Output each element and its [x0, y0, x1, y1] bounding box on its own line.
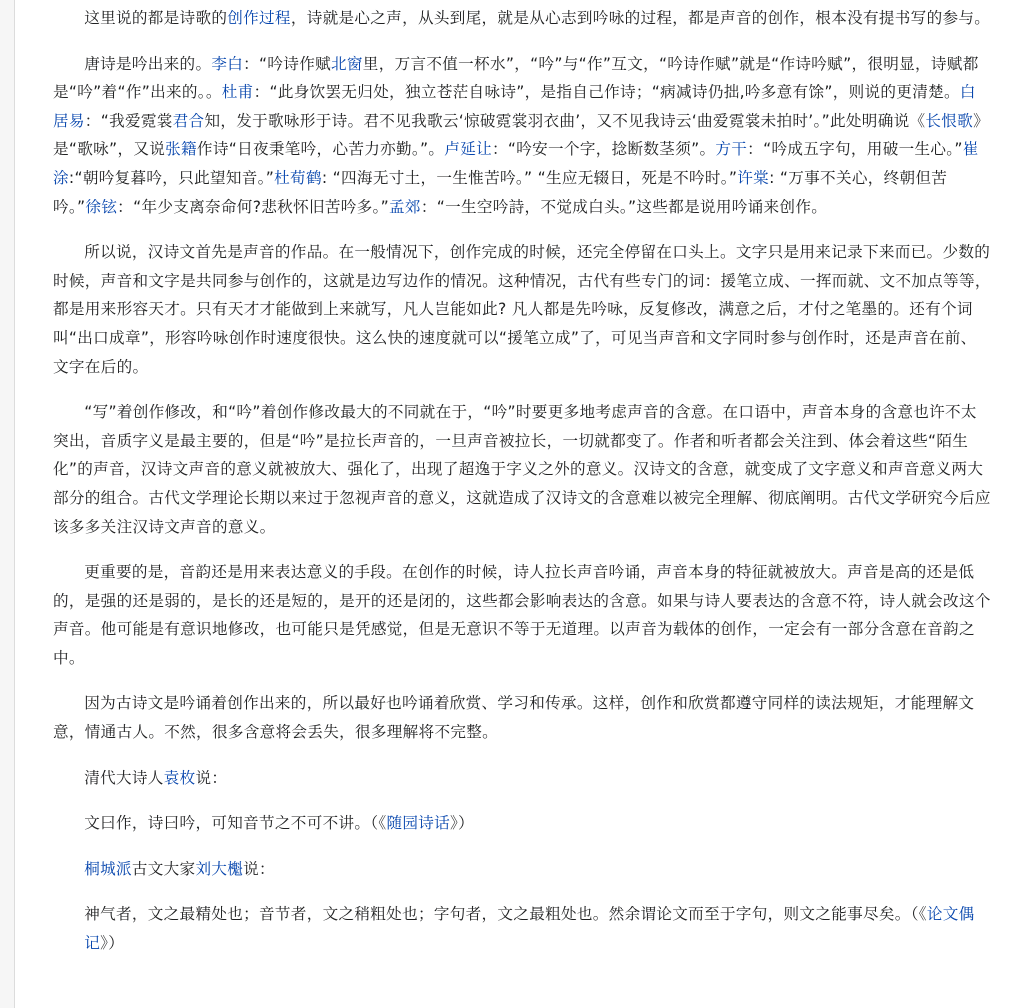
link-fanggan[interactable]: 方干	[715, 140, 748, 159]
text: 文曰作，诗曰吟，可知音节之不可不讲。（《	[84, 814, 387, 833]
link-xuxuan[interactable]: 徐铉	[85, 197, 118, 216]
paragraph-7	[53, 764, 991, 793]
paragraph-2	[53, 50, 991, 222]
quote-lunwen	[53, 900, 991, 957]
link-mengjiao[interactable]: 孟郊	[389, 197, 421, 216]
text: :“朝吟复暮吟，只此望知音。”	[68, 168, 275, 187]
paragraph-9	[53, 855, 991, 884]
link-suiyuan-shihua[interactable]: 随园诗话	[386, 814, 451, 833]
article-body	[53, 4, 991, 975]
text: ：“此身饮罢无归处，独立苍茫自咏诗”，是指自己作诗；“病减诗仍拙,吟多意有馀”，则说的更清楚。	[253, 83, 960, 102]
text: ：“吟安一个字，捻断数茎须”。	[491, 140, 716, 159]
text: 说：	[243, 859, 275, 878]
link-duxunhe[interactable]: 杜荀鹤	[274, 168, 322, 187]
link-dufu[interactable]: 杜甫	[221, 83, 254, 102]
paragraph-1	[53, 4, 991, 33]
text: 古文大家	[131, 859, 196, 878]
text: ，诗就是心之声，从头到尾，就是从心志到吟咏的过程，都是声音的创作，根本没有提书写的参与。	[290, 9, 991, 27]
text: 》）	[100, 934, 125, 953]
paragraph-3: 所以说，汉诗文首先是声音的作品。在一般情况下，创作完成的时候，还完全停留在口头上。文字只是用来记录下来而已。少数的时候，声音和文字是共同参与创作的，这就是边写边作的情况。这种情况，古代有些专门的词：援笔立成、一挥而就、文不加点等等，都是用来形容天才。只有天才才能做到上来就写，凡人岂能如此? 凡人都是先吟咏，反复修改，满意之后，才付之笔墨的。还有个词叫“出口成章”，形容吟咏创作时速度很快。这么快的速度就可以“援笔立成”了，可见当声音和文字同时参与创作时，还是声音在前、文字在后的。	[53, 243, 991, 376]
link-beichuang[interactable]: 北窗	[331, 54, 363, 73]
link-xutang[interactable]: 许棠	[737, 168, 770, 187]
link-luyanrang[interactable]: 卢延让	[444, 140, 492, 159]
link-zhangji[interactable]: 张籍	[165, 140, 197, 159]
text: ：“年少支离奈命何?悲秋怀旧苦吟多。”	[117, 197, 390, 216]
link-liudakui[interactable]: 刘大櫆	[195, 859, 244, 878]
article-page	[14, 0, 1024, 1008]
paragraph-6: 因为古诗文是吟诵着创作出来的，所以最好也吟诵着欣赏、学习和传承。这样，创作和欣赏都遵守同样的读法规矩，才能理解文意，情通古人。不然，很多含意将会丢失，很多理解将不完整。	[53, 694, 975, 742]
text: 》是“歌咏”，又说	[53, 111, 989, 159]
link-changhenge[interactable]: 长恨歌	[925, 111, 974, 130]
quote-suiyuan	[53, 809, 991, 838]
text: 这里说的都是诗歌的	[84, 9, 228, 27]
link-tongchengpai[interactable]: 桐城派	[84, 859, 132, 878]
text: 唐诗是吟出来的。	[84, 54, 212, 73]
text: 》）	[450, 814, 475, 833]
text: 作诗“日夜秉笔吟，心苦力亦勤。”。	[196, 140, 445, 159]
text: ：“一生空吟詩，不觉成白头。”这些都是说用吟诵来创作。	[420, 197, 828, 216]
text: 神气者，文之最精处也；音节者，文之稍粗处也；字句者，文之最粗处也。然余谓论文而至于字句，则文之能事尽矣。（《	[84, 905, 927, 924]
text: ：“吟成五字句，用破一生心。”	[747, 140, 963, 159]
text: 知，发于歌咏形于诗。君不见我歌云‘惊破霓裳羽衣曲’，又不见我诗云‘曲爱霓裳未拍时’。”此处明确说《	[204, 111, 926, 130]
link-yuanmei[interactable]: 袁枚	[163, 768, 196, 787]
text: : “万事不关心，终朝但苦吟。”	[53, 168, 948, 216]
text: 说：	[195, 768, 228, 787]
text: : “四海无寸土，一生惟苦吟。” “生应无辍日，死是不吟时。”	[321, 168, 738, 187]
paragraph-5: 更重要的是，音韵还是用来表达意义的手段。在创作的时候，诗人拉长声音吟诵，声音本身的特征就被放大。声音是高的还是低的，是强的还是弱的，是长的还是短的，是开的还是闭的，这些都会影响表达的含意。如果与诗人要表达的含意不符，诗人就会改这个声音。他可能是有意识地修改，也可能只是凭感觉，但是无意识不等于无道理。以声音为载体的创作，一定会有一部分含意在音韵之中。	[53, 563, 991, 667]
link-baijuyi[interactable]: 白居易	[53, 83, 976, 130]
link-cuitu[interactable]: 崔涂	[53, 140, 979, 187]
link-chuangzuo-guocheng[interactable]: 创作过程	[227, 9, 291, 27]
text: ：“我爱霓裳	[84, 111, 173, 130]
paragraph-4: “写”着创作修改，和“吟”着创作修改最大的不同就在于，“吟”时要更多地考虑声音的含意。在口语中，声音本身的含意也许不太突出，音质字义是最主要的，但是“吟”是拉长声音的，一旦声音被拉长，一切就都变了。作者和听者都会关注到、体会着这些“陌生化”的声音，汉诗文声音的意义就被放大、强化了，出现了超逸于字义之外的意义。汉诗文的含意，就变成了文字意义和声音意义两大部分的组合。古代文学理论长期以来过于忽视声音的意义，这就造成了汉诗文的含意难以被完全理解、彻底阐明。古代文学研究今后应该多多关注汉诗文声音的意义。	[53, 403, 991, 536]
link-libai[interactable]: 李白	[211, 54, 244, 73]
text: 清代大诗人	[84, 768, 164, 787]
link-lunwen-ouji[interactable]: 论文偶记	[84, 905, 975, 953]
link-junhe[interactable]: 君合	[172, 111, 205, 130]
text: 里，万言不值一杯水”，“吟”与“作”互文，“吟诗作赋”就是“作诗吟赋”，很明显，诗赋都是“吟”着“作”出来的。。	[53, 54, 979, 102]
text: ：“吟诗作赋	[243, 54, 331, 73]
